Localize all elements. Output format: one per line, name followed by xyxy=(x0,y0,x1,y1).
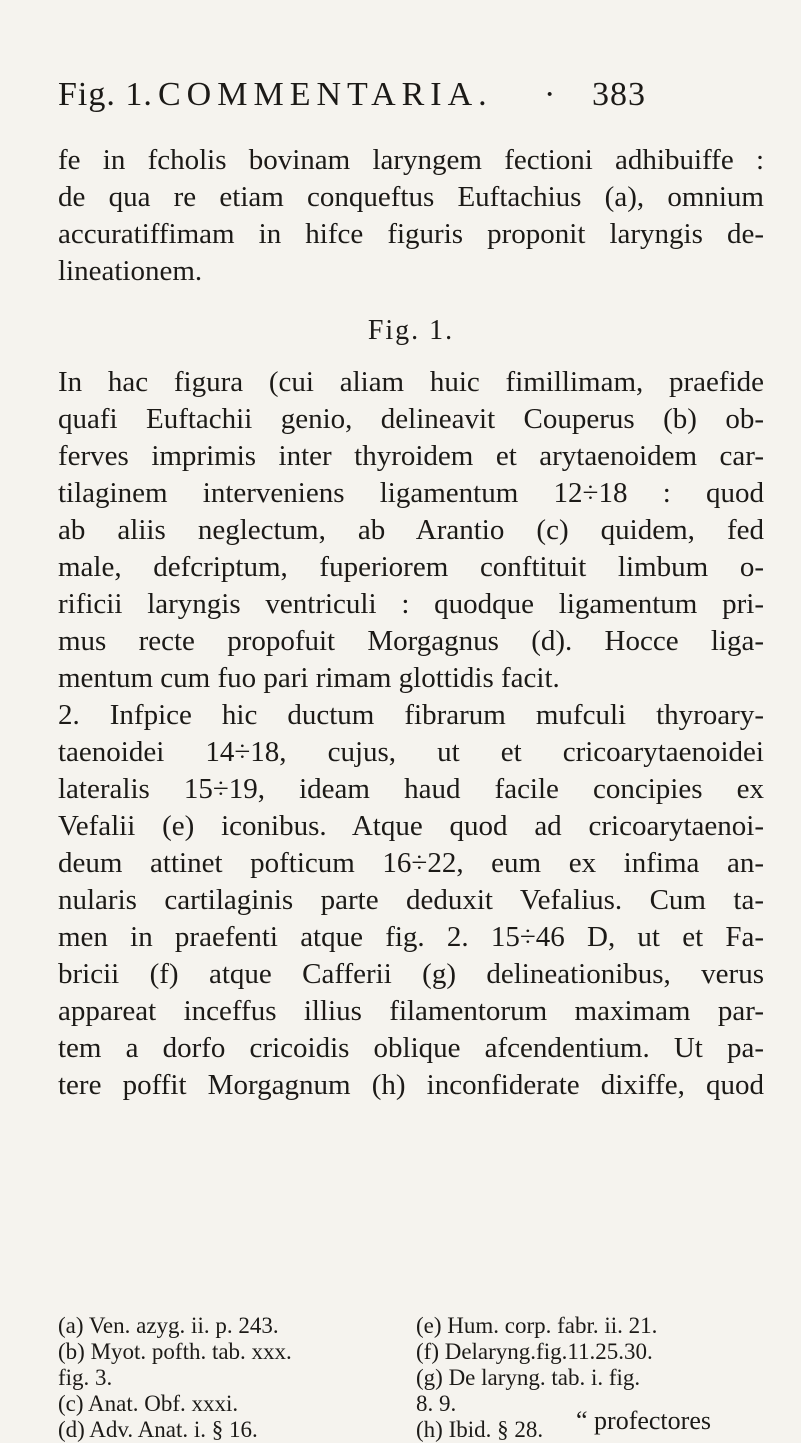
footnote: (b) Myot. pofth. tab. xxx. xyxy=(58,1339,292,1364)
text-line: bricii (f) atque Cafferii (g) delineationibus, verus xyxy=(58,958,764,990)
footnote: (a) Ven. azyg. ii. p. 243. xyxy=(58,1313,279,1338)
text-line: tem a dorfo cricoidis oblique afcendentium. Ut pa- xyxy=(58,1032,764,1064)
header-figure-label: Fig. 1. xyxy=(58,76,153,113)
text-line: male, defcriptum, fuperiorem conftituit limbum o- xyxy=(58,551,764,583)
text-line: mus recte propofuit Morgagnus (d). Hocce liga- xyxy=(58,625,764,657)
text-line: tere poffit Morgagnum (h) inconfiderate dixiffe, quod xyxy=(58,1069,764,1101)
footnote: (d) Adv. Anat. i. § 16. xyxy=(58,1417,258,1442)
text-line: In hac figura (cui aliam huic fimillimam, praefide xyxy=(58,366,764,398)
text-line: quafi Euftachii genio, delineavit Couperus (b) ob- xyxy=(58,403,764,435)
text-line: appareat inceffus illius filamentorum maximam par- xyxy=(58,995,764,1027)
text-line: mentum cum fuo pari rimam glottidis facit. xyxy=(58,662,560,694)
header-title: COMMENTARIA. xyxy=(158,76,493,113)
section-heading-block xyxy=(58,290,764,364)
text-line: tilaginem interveniens ligamentum 12÷18 : quod xyxy=(58,477,764,509)
header-separator: · xyxy=(544,76,557,113)
text-line: ab aliis neglectum, ab Arantio (c) quidem, fed xyxy=(58,514,764,546)
section-heading: Fig. 1. xyxy=(367,315,455,346)
footnote: fig. 3. xyxy=(58,1365,113,1390)
text-line: lineationem. xyxy=(58,255,203,287)
footnotes-left-column xyxy=(58,1313,418,1443)
text-line: rificii laryngis ventriculi : quodque ligamentum pri- xyxy=(58,588,764,620)
text-line: men in praefenti atque fig. 2. 15÷46 D, ut et Fa- xyxy=(58,921,764,953)
text-line: fe in fcholis bovinam laryngem fectioni adhibuiffe : xyxy=(58,144,764,176)
text-line: taenoidei 14÷18, cujus, ut et cricoarytaenoidei xyxy=(58,736,764,768)
footnote: (e) Hum. corp. fabr. ii. 21. xyxy=(416,1313,658,1338)
paragraph-intro xyxy=(58,142,764,290)
text-line: accuratiffimam in hifce figuris proponit laryngis de- xyxy=(58,218,764,250)
footnote: (c) Anat. Obf. xxxi. xyxy=(58,1391,239,1416)
footnote: (h) Ibid. § 28. xyxy=(416,1417,544,1442)
text-line: de qua re etiam conqueftus Euftachius (a), omnium xyxy=(58,181,764,213)
text-line: deum attinet pofticum 16÷22, eum ex infima an- xyxy=(58,847,764,879)
main-text xyxy=(58,142,764,1104)
paragraph-figure-description xyxy=(58,364,764,1104)
footnote: (f) Delaryng.fig.11.25.30. xyxy=(416,1339,653,1364)
footnote: (g) De laryng. tab. i. fig. xyxy=(416,1365,641,1390)
catchword: “ profectores xyxy=(576,1406,711,1435)
text-line: lateralis 15÷19, ideam haud facile concipies ex xyxy=(58,773,764,805)
text-line: 2. Infpice hic ductum fibrarum mufculi thyroary- xyxy=(58,699,764,731)
footnote: 8. 9. xyxy=(416,1391,457,1416)
text-line: Vefalii (e) iconibus. Atque quod ad cricoarytaenoi- xyxy=(58,810,764,842)
text-line: ferves imprimis inter thyroidem et arytaenoidem car- xyxy=(58,440,764,472)
text-line: nularis cartilaginis parte deduxit Vefalius. Cum ta- xyxy=(58,884,764,916)
page-number: 383 xyxy=(592,76,646,113)
